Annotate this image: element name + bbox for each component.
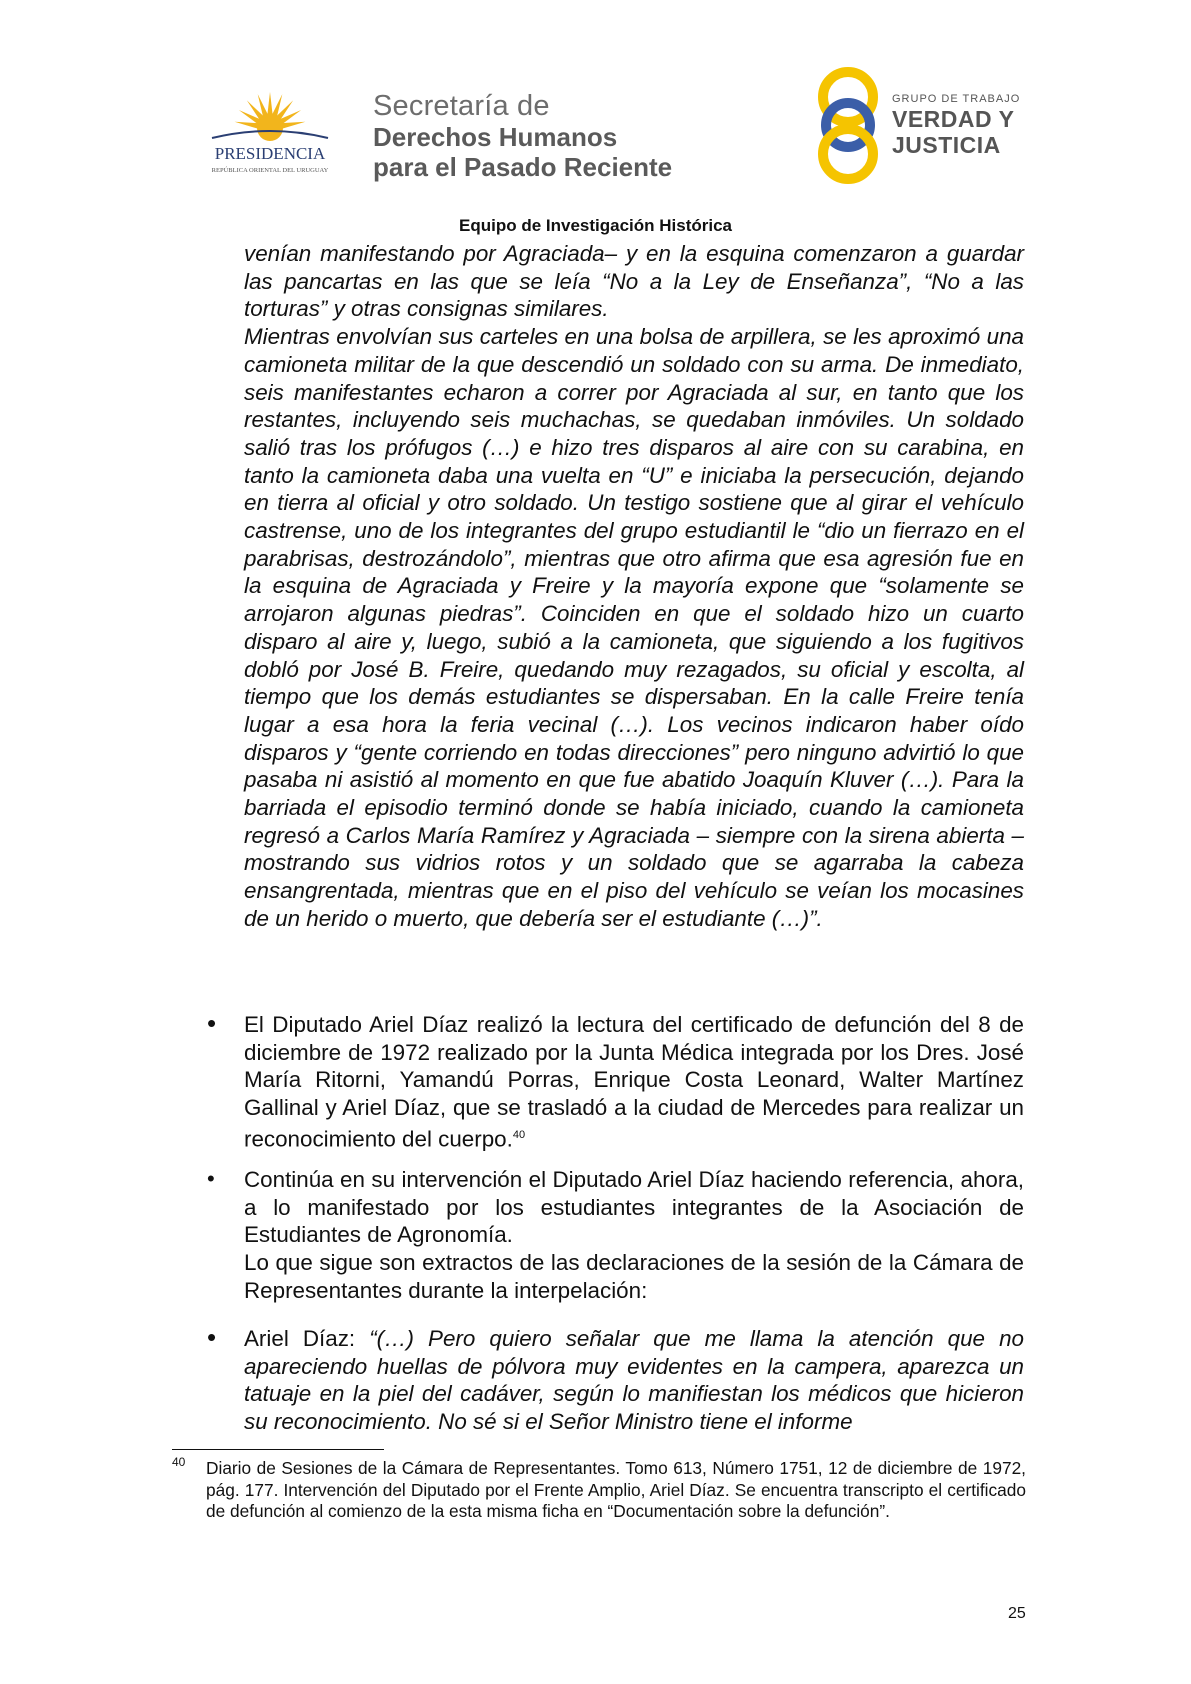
footnote-number: 40 [172,1455,186,1469]
bullet-3-text [244,1325,1024,1436]
grupo-line2: VERDAD Y [892,106,1015,132]
quote-block [244,240,1024,933]
rings-icon [808,62,893,187]
bullet-2-body: Continúa en su intervención el Diputado Ariel Díaz haciendo referencia, ahora, a lo manifestado por los estudiantes integrantes de la Asociación de Estudiantes de Agronomía. [244,1167,1024,1248]
presidencia-logo-text: PRESIDENCIA [214,144,326,163]
bullet-1-text [244,1011,1024,1153]
secretaria-line2: Derechos Humanos [373,122,618,152]
quote-paragraph-1: venían manifestando por Agraciada– y en la esquina comenzaron a guardar las pancartas en las que se leía “No a la Ley de Enseñanza”, “No a las torturas” y otras consignas similares. [244,241,1024,322]
grupo-line3: JUSTICIA [892,132,1001,158]
presidencia-logo [195,80,345,180]
bullet-3-quote: “(…) Pero quiero señalar que me llama la atención que no apareciendo huellas de pólvora muy evidentes en la campera, aparezca un tatuaje en la piel del cadáver, según lo manifiestan los médicos que hicieron su reconocimiento. No sé si el Señor Ministro tiene el informe [244,1326,1024,1435]
quote-paragraph-2: Mientras envolvían sus carteles en una bolsa de arpillera, se les aproximó una camioneta militar de la que descendió un soldado con su arma. De inmediato, seis manifestantes echaron a correr por Agraciada al sur, en tanto que los restantes, incluyendo seis muchachas, se quedaban inmóviles. Un soldado salió tras los prófugos (…) e hizo tres disparos al aire con su carabina, en tanto la camioneta daba una vuelta en “U” e iniciaba la persecución, dejando en tierra al oficial y otro soldado. Un testigo sostiene que al girar el vehículo castrense, uno de los integrantes del grupo estudiantil le “dio un fierrazo en el parabrisas, destrozándolo”, mientras que otro afirma que esa agresión fue en la esquina de Agraciada y Freire y la mayoría expone que “solamente se arrojaron algunas piedras”. Coinciden en que el soldado hizo un cuarto disparo al aire y, luego, subió a la camioneta, que siguiendo a los fugitivos dobló por José B. Freire, quedando muy rezagados, su oficial y escolta, al tiempo que los demás estudiantes se dispersaban. En la calle Freire tenía lugar a esa hora la feria vecinal (…). Los vecinos indicaron haber oído disparos y “gente corriendo en todas direcciones” pero ninguno advirtió lo que pasaba ni asistió al momento en que fue abatido Joaquín Kluver (…). Para la barriada el episodio terminó donde se había iniciado, cuando la camioneta regresó a Carlos María Ramírez y Agraciada – siempre con la sirena abierta – mostrando sus vidrios rotos y un soldado que se agarraba la cabeza ensangrentada, mientras que en el piso del vehículo se veían los mocasines de un herido o muerto, que debería ser el estudiante (…)”. [244,324,1024,931]
bullet-2-continuation: Lo que sigue son extractos de las declaraciones de la sesión de la Cámara de Representantes durante la interpelación: [244,1250,1024,1303]
secretaria-line3: para el Pasado Reciente [373,152,673,182]
section-heading: Equipo de Investigación Histórica [459,216,732,235]
bullet-1-marker: • [207,1008,217,1038]
verdad-justicia-logo [808,62,893,187]
footnote-ref: 40 [512,1128,526,1141]
bullet-2-text [244,1166,1024,1305]
bullet-3-speaker: Ariel Díaz: [244,1326,370,1351]
footnote-text: Diario de Sesiones de la Cámara de Representantes. Tomo 613, Número 1751, 12 de diciembre de 1972, pág. 177. Intervención del Diputado por el Frente Amplio, Ariel Díaz. Se encuentra transcripto el certificado de defunción al comienzo de la esta misma ficha en “Documentación sobre la defunción”. [206,1458,1026,1522]
page-number: 25 [1008,1605,1026,1622]
presidencia-logo-subtext: REPÚBLICA ORIENTAL DEL URUGUAY [211,167,329,174]
grupo-trabajo-text [892,92,1052,158]
secretaria-line1: Secretaría de [373,90,550,122]
footnote-divider [172,1449,384,1450]
bullet-1-body: El Diputado Ariel Díaz realizó la lectura del certificado de defunción del 8 de diciembre de 1972 realizado por la Junta Médica integrada por los Dres. José María Ritorni, Yamandú Porras, Enrique Costa Leonard, Walter Martínez Gallinal y Ariel Díaz, que se trasladó a la ciudad de Mercedes para realizar un reconocimiento del cuerpo. [244,1012,1024,1152]
bullet-3-marker: • [207,1322,217,1352]
bullet-2-marker: • [207,1166,215,1191]
sun-icon [195,80,345,180]
secretaria-header [373,90,703,182]
grupo-line1: GRUPO DE TRABAJO [892,93,1021,105]
